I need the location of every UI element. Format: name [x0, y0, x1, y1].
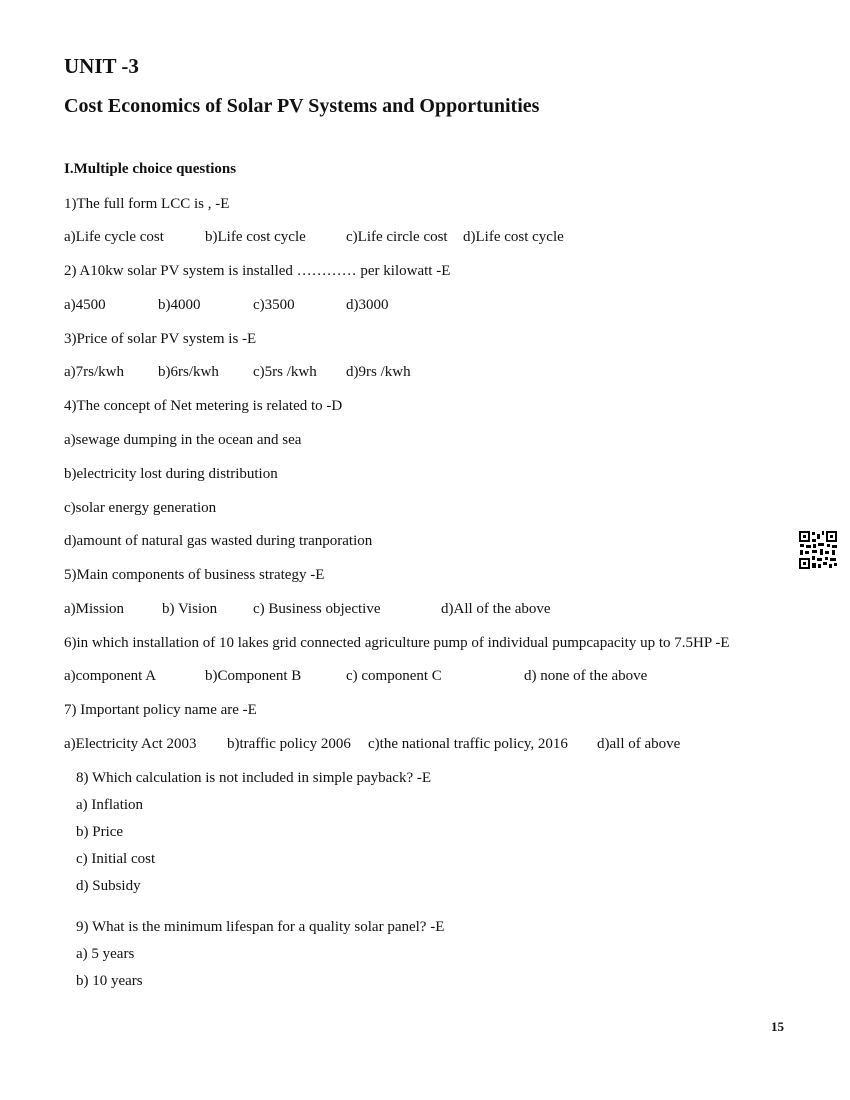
q8-option-d: d) Subsidy [76, 878, 141, 894]
question-5: 5)Main components of business strategy -E [64, 567, 325, 583]
q2-option-d: d)3000 [346, 297, 389, 313]
q4-option-b: b)electricity lost during distribution [64, 466, 278, 482]
q7-option-a: a)Electricity Act 2003 [64, 736, 197, 752]
q7-option-c: c)the national traffic policy, 2016 [368, 736, 568, 752]
question-1: 1)The full form LCC is , -E [64, 196, 230, 212]
q3-option-b: b)6rs/kwh [158, 364, 219, 380]
qr-code-icon [798, 530, 838, 570]
q3-option-c: c)5rs /kwh [253, 364, 317, 380]
q2-option-a: a)4500 [64, 297, 106, 313]
q9-option-b: b) 10 years [76, 973, 143, 989]
page-title: Cost Economics of Solar PV Systems and Opportunities [64, 95, 540, 117]
q4-option-a: a)sewage dumping in the ocean and sea [64, 432, 302, 448]
q7-option-b: b)traffic policy 2006 [227, 736, 351, 752]
q1-option-b: b)Life cost cycle [205, 229, 306, 245]
q2-option-c: c)3500 [253, 297, 295, 313]
q2-option-b: b)4000 [158, 297, 201, 313]
question-7: 7) Important policy name are -E [64, 702, 257, 718]
q4-option-d: d)amount of natural gas wasted during tranporation [64, 533, 373, 549]
question-3: 3)Price of solar PV system is -E [64, 331, 257, 347]
q5-option-a: a)Mission [64, 601, 124, 617]
q5-option-b: b) Vision [162, 601, 218, 617]
q6-option-d: d) none of the above [524, 668, 648, 684]
q8-option-c: c) Initial cost [76, 851, 156, 867]
q8-option-a: a) Inflation [76, 797, 144, 813]
section-heading: I.Multiple choice questions [64, 161, 237, 177]
question-2: 2) A10kw solar PV system is installed ………… per kilowatt -E [64, 263, 451, 279]
page-number: 15 [771, 1019, 784, 1034]
question-4: 4)The concept of Net metering is related to -D [64, 398, 343, 414]
q3-option-a: a)7rs/kwh [64, 364, 124, 380]
q9-option-a: a) 5 years [76, 946, 135, 962]
q8-option-b: b) Price [76, 824, 124, 840]
q6-option-b: b)Component B [205, 668, 302, 684]
q7-option-d: d)all of above [597, 736, 681, 752]
question-8: 8) Which calculation is not included in simple payback? -E [76, 770, 432, 786]
question-9: 9) What is the minimum lifespan for a quality solar panel? -E [76, 919, 445, 935]
q3-option-d: d)9rs /kwh [346, 364, 411, 380]
q5-option-c: c) Business objective [253, 601, 381, 617]
q6-option-c: c) component C [346, 668, 442, 684]
q1-option-d: d)Life cost cycle [463, 229, 564, 245]
q1-option-a: a)Life cycle cost [64, 229, 164, 245]
q1-option-c: c)Life circle cost [346, 229, 448, 245]
question-6: 6)in which installation of 10 lakes grid connected agriculture pump of individual pumpcapacity up to 7.5HP -E [64, 635, 730, 651]
unit-heading: UNIT -3 [64, 54, 139, 78]
q4-option-c: c)solar energy generation [64, 500, 217, 516]
q5-option-d: d)All of the above [441, 601, 551, 617]
q6-option-a: a)component A [64, 668, 157, 684]
